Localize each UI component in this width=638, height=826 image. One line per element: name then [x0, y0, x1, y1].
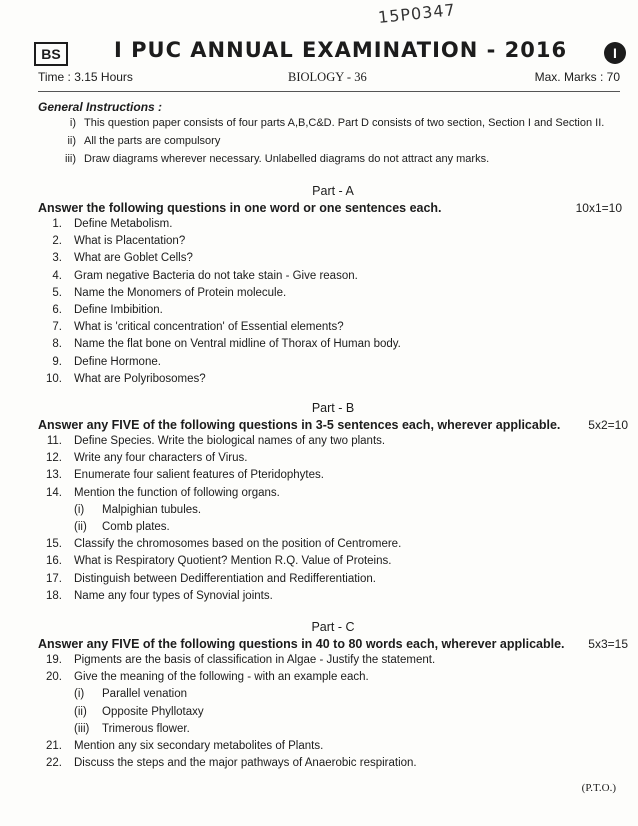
sub-question-item — [38, 504, 628, 521]
question-item — [38, 304, 628, 321]
question-number: 2. — [52, 235, 62, 248]
question-item — [38, 487, 628, 504]
marks-allocation: 5x2=10 — [588, 418, 628, 432]
question-item — [38, 356, 628, 373]
instruction-number: iii) — [65, 153, 76, 165]
question-number: 4. — [52, 269, 62, 282]
page-turn-note: (P.T.O.) — [581, 782, 616, 794]
question-item — [38, 218, 628, 235]
question-number: 7. — [52, 321, 62, 334]
question-text: Name the flat bone on Ventral midline of Thorax of Human body. — [74, 338, 401, 351]
question-text: What are Polyribosomes? — [74, 372, 206, 385]
question-item — [38, 671, 628, 688]
exam-subject: BIOLOGY - 36 — [288, 70, 367, 84]
question-item — [38, 469, 628, 486]
question-text: What is Placentation? — [74, 235, 186, 248]
question-number: 11. — [46, 435, 62, 447]
question-item — [38, 338, 628, 355]
question-text: Give the meaning of the following - with an example each. — [74, 671, 369, 684]
question-text: Distinguish between Dedifferentiation and Redifferentiation. — [74, 572, 376, 585]
sub-question-number: (ii) — [74, 705, 87, 718]
question-number: 1. — [52, 218, 62, 230]
question-number: 15. — [46, 538, 62, 551]
question-item — [38, 235, 628, 252]
part-label: Part - A — [312, 184, 354, 198]
sub-question-text: Parallel venation — [102, 688, 188, 701]
question-item — [38, 252, 628, 269]
instruction-number: i) — [69, 117, 76, 129]
part-instruction — [38, 418, 628, 435]
sub-question-item — [38, 723, 628, 740]
board-code: BS — [34, 42, 68, 66]
question-text: Name the Monomers of Protein molecule. — [74, 286, 287, 299]
question-item — [38, 321, 628, 338]
question-item — [38, 573, 628, 590]
question-text: Define Imbibition. — [74, 303, 163, 316]
exam-header — [34, 38, 632, 68]
question-number: 22. — [46, 757, 62, 770]
exam-title: I PUC ANNUAL EXAMINATION - 2016 — [114, 38, 568, 62]
question-text: Enumerate four salient features of Pteridophytes. — [74, 469, 324, 482]
question-text: Pigments are the basis of classification in Algae - Justify the statement. — [74, 654, 436, 666]
question-text: Classify the chromosomes based on the position of Centromere. — [74, 538, 402, 551]
handwritten-note: 15P0347 — [377, 0, 457, 28]
question-number: 14. — [46, 486, 62, 499]
part-instruction — [38, 201, 628, 218]
part-label: Part - C — [311, 620, 355, 634]
part-instruction-text: Answer the following questions in one word or one sentences each. — [38, 201, 442, 215]
question-number: 19. — [46, 654, 62, 666]
question-number: 12. — [46, 452, 62, 465]
question-text: Mention any six secondary metabolites of Plants. — [74, 739, 324, 752]
sub-question-number: (iii) — [74, 722, 90, 735]
question-item — [38, 287, 628, 304]
exam-meta — [38, 70, 620, 92]
question-number: 5. — [52, 286, 62, 299]
question-text: Mention the function of following organs. — [74, 486, 280, 499]
question-number: 6. — [52, 303, 62, 316]
question-text: What is 'critical concentration' of Essential elements? — [74, 321, 344, 334]
question-list — [38, 654, 628, 774]
question-text: Write any four characters of Virus. — [74, 452, 248, 465]
marks-allocation: 10x1=10 — [575, 201, 622, 215]
sub-question-text: Malpighian tubules. — [102, 503, 202, 516]
question-item — [38, 740, 628, 757]
question-text: Gram negative Bacteria do not take stain - Give reason. — [74, 269, 358, 282]
question-list — [38, 435, 628, 607]
exam-time: Time : 3.15 Hours — [38, 70, 133, 84]
instruction-item — [56, 117, 626, 135]
part-label: Part - B — [311, 401, 355, 415]
question-number: 18. — [46, 589, 62, 602]
sub-question-text: Comb plates. — [102, 520, 170, 533]
sub-question-item — [38, 521, 628, 538]
question-item — [38, 373, 628, 390]
question-item — [38, 555, 628, 572]
question-number: 9. — [52, 355, 62, 368]
question-item — [38, 435, 628, 452]
instruction-item — [56, 153, 626, 171]
question-item — [38, 757, 628, 774]
question-list — [38, 218, 628, 390]
question-number: 17. — [46, 572, 62, 585]
instruction-text: Draw diagrams wherever necessary. Unlabelled diagrams do not attract any marks. — [84, 153, 490, 165]
sub-question-text: Opposite Phyllotaxy — [102, 705, 204, 718]
question-item — [38, 590, 628, 607]
question-number: 20. — [46, 671, 62, 684]
question-item — [38, 452, 628, 469]
sub-question-text: Trimerous flower. — [102, 722, 190, 735]
marks-allocation: 5x3=15 — [588, 637, 628, 651]
question-item — [38, 270, 628, 287]
question-number: 13. — [46, 469, 62, 482]
question-text: Define Hormone. — [74, 355, 161, 368]
general-instructions-title: General Instructions : — [38, 100, 163, 114]
version-badge: I — [604, 42, 626, 64]
instruction-text: This question paper consists of four parts A,B,C&D. Part D consists of two section, Section I and Section II. — [84, 117, 605, 129]
question-number: 8. — [52, 338, 62, 351]
part-instruction-text: Answer any FIVE of the following questions in 3-5 sentences each, wherever applicable. — [38, 418, 561, 432]
part-instruction — [38, 637, 628, 654]
question-number: 21. — [46, 739, 62, 752]
question-text: Discuss the steps and the major pathways of Anaerobic respiration. — [74, 757, 417, 770]
question-text: What is Respiratory Quotient? Mention R.Q. Value of Proteins. — [74, 555, 392, 568]
question-item — [38, 654, 628, 671]
part-b — [38, 401, 628, 607]
instruction-item — [56, 135, 626, 153]
question-text: Define Metabolism. — [74, 218, 173, 230]
question-number: 16. — [46, 555, 62, 568]
part-c — [38, 620, 628, 774]
sub-question-item — [38, 688, 628, 705]
max-marks: Max. Marks : 70 — [534, 70, 620, 84]
question-text: What are Goblet Cells? — [74, 252, 193, 265]
sub-question-number: (i) — [74, 503, 85, 516]
instruction-number: ii) — [67, 135, 76, 147]
part-instruction-text: Answer any FIVE of the following questions in 40 to 80 words each, wherever applicable. — [38, 637, 565, 651]
sub-question-number: (i) — [74, 688, 85, 701]
question-number: 10. — [46, 372, 62, 385]
sub-question-number: (ii) — [74, 520, 87, 533]
question-text: Name any four types of Synovial joints. — [74, 589, 273, 602]
question-number: 3. — [52, 252, 62, 265]
question-item — [38, 538, 628, 555]
instruction-text: All the parts are compulsory — [84, 135, 221, 147]
part-a — [38, 184, 628, 390]
sub-question-item — [38, 706, 628, 723]
general-instructions-list — [56, 117, 626, 171]
question-text: Define Species. Write the biological names of any two plants. — [74, 435, 386, 447]
